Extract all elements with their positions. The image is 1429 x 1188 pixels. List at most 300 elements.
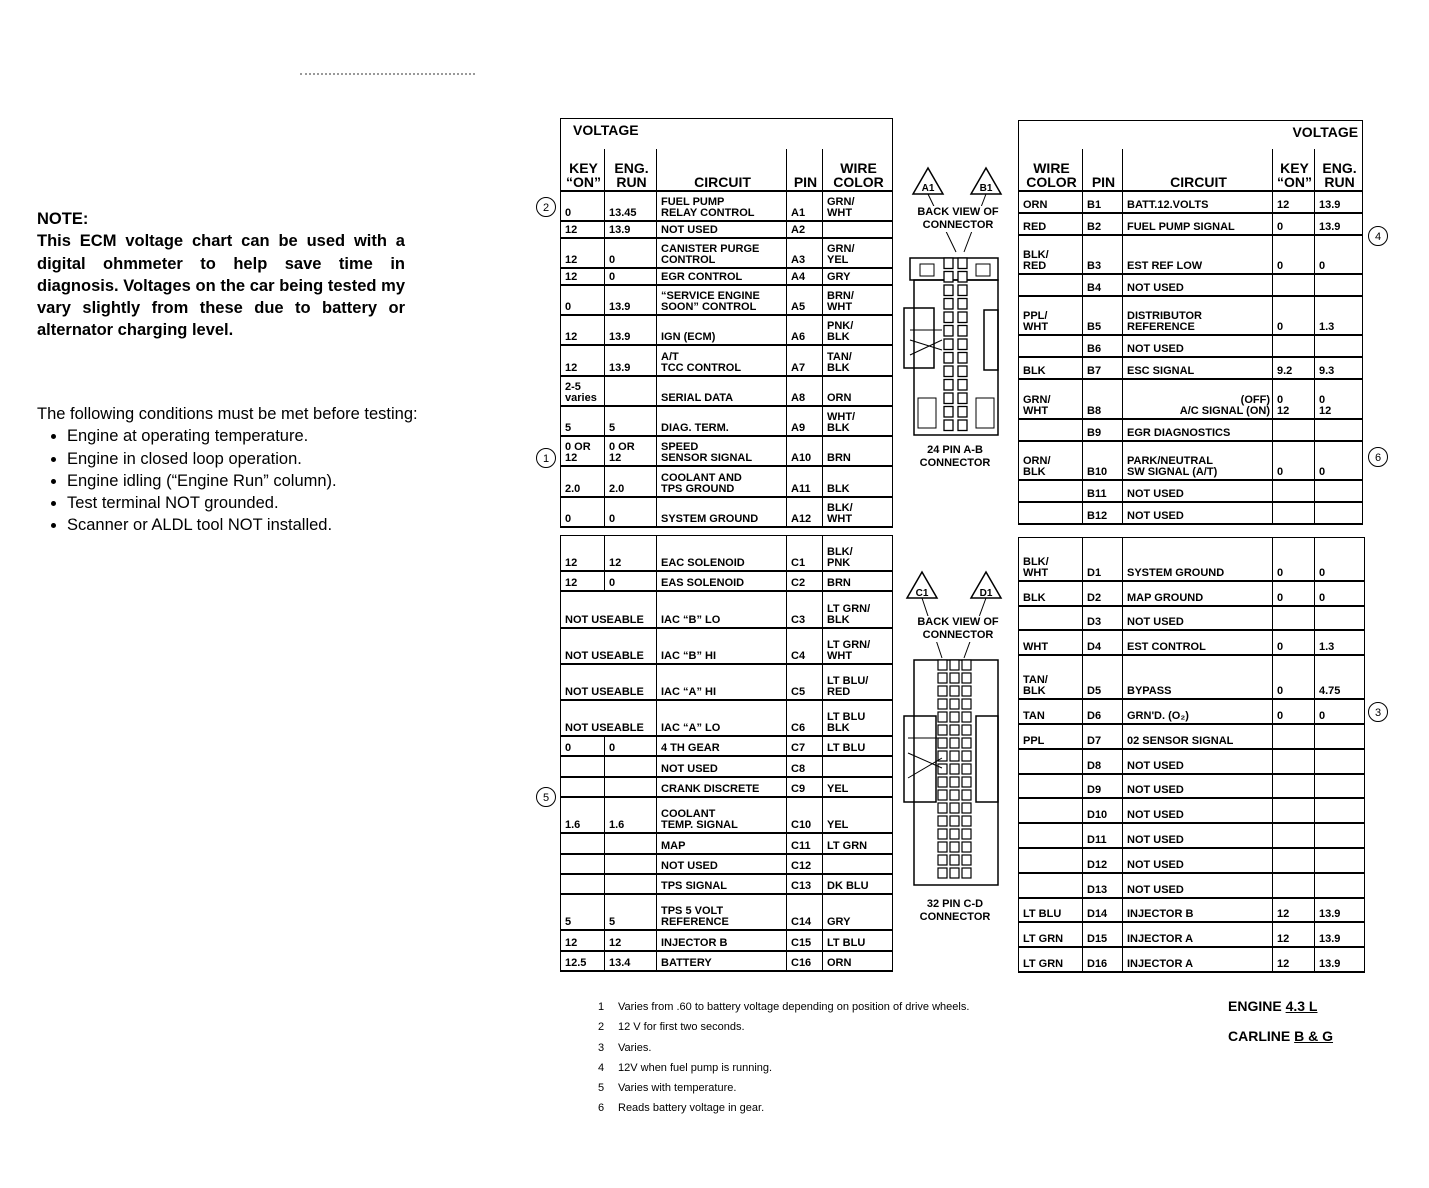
pin-cell: B4	[1083, 274, 1123, 296]
circuit-cell: ESC SIGNAL	[1123, 357, 1273, 379]
key-cell: 12	[561, 930, 605, 950]
run-cell: 13.9	[1315, 947, 1365, 972]
run-cell	[1315, 823, 1365, 848]
run-cell	[605, 854, 657, 874]
run-cell	[605, 756, 657, 776]
key-cell: 12	[561, 571, 605, 591]
connector-pin	[958, 407, 967, 418]
circuit-cell: CRANK DISCRETE	[657, 777, 787, 797]
wire-cell: BLK/ WHT	[1019, 538, 1083, 581]
wire-cell: LT GRN/ WHT	[823, 628, 893, 664]
run-cell: 2.0	[605, 466, 657, 496]
circuit-cell: EGR CONTROL	[657, 268, 787, 285]
connector-pin	[962, 777, 971, 787]
wire-cell	[1019, 823, 1083, 848]
voltage-table-b	[1018, 120, 1363, 525]
wire-cell	[823, 756, 893, 776]
wire-cell: LT BLU	[1019, 898, 1083, 923]
run-cell	[1315, 419, 1363, 441]
wire-cell	[1019, 502, 1083, 524]
connector-pin	[944, 366, 953, 377]
key-on-cell: NOT USEABLE	[561, 700, 657, 736]
key-cell	[1273, 419, 1315, 441]
run-cell: 12	[605, 536, 657, 572]
pin-cell: D13	[1083, 873, 1123, 898]
key-cell	[1273, 774, 1315, 799]
wire-cell: LT BLU	[823, 736, 893, 756]
key-cell	[1273, 606, 1315, 631]
wire-cell: WHT	[1019, 630, 1083, 655]
circuit-cell: NOT USED	[657, 221, 787, 238]
wire-cell: BLK	[823, 466, 893, 496]
wire-cell: PPL	[1019, 724, 1083, 749]
note-block	[37, 208, 405, 342]
connector-pin	[938, 725, 947, 735]
table-row	[1019, 922, 1365, 947]
triangle-icon	[971, 572, 1001, 599]
connector-pin	[958, 285, 967, 296]
key-cell: 0	[1273, 699, 1315, 724]
table-row	[561, 315, 893, 345]
wire-cell	[1019, 274, 1083, 296]
table-row	[561, 571, 893, 591]
run-cell: 0	[1315, 581, 1365, 606]
wire-cell	[1019, 848, 1083, 873]
scan-smudge	[300, 73, 475, 77]
circuit-cell: CANISTER PURGE CONTROL	[657, 238, 787, 268]
triangle-label: D1	[979, 588, 993, 599]
table-body	[1019, 538, 1365, 973]
wire-cell: ORN	[823, 951, 893, 971]
connector-pin	[938, 777, 947, 787]
circuit-cell: NOT USED	[1123, 798, 1273, 823]
pin-cell: A8	[787, 376, 823, 406]
run-cell: 5	[605, 894, 657, 930]
pin-cell: C11	[787, 833, 823, 853]
connector-pin	[944, 339, 953, 350]
connector-ab-label: 24 PIN A-B CONNECTOR	[919, 444, 991, 469]
connector-pin	[938, 764, 947, 774]
run-cell: 1.3	[1315, 630, 1365, 655]
key-cell: 12.5	[561, 951, 605, 971]
circuit-cell: SYSTEM GROUND	[657, 497, 787, 527]
connector-pin	[950, 764, 959, 774]
pin-cell: C5	[787, 664, 823, 700]
key-cell: 12	[561, 345, 605, 375]
connector-pin	[950, 803, 959, 813]
connector-pin	[950, 686, 959, 696]
pin-cell: A3	[787, 238, 823, 268]
wire-cell: LT BLU/ RED	[823, 664, 893, 700]
pin-cell: C13	[787, 874, 823, 894]
connector-pin	[950, 712, 959, 722]
table-row	[1019, 898, 1365, 923]
wire-cell	[1019, 798, 1083, 823]
pin-cell: C1	[787, 536, 823, 572]
key-cell	[1273, 823, 1315, 848]
table-row	[561, 833, 893, 853]
circuit-cell: NOT USED	[1123, 749, 1273, 774]
key-cell: 2.0	[561, 466, 605, 496]
run-cell	[1315, 724, 1365, 749]
run-cell: 13.9	[605, 285, 657, 315]
connector-pin	[944, 299, 953, 310]
pin-cell: C16	[787, 951, 823, 971]
table-row	[561, 777, 893, 797]
table-row	[561, 436, 893, 466]
key-cell	[1273, 480, 1315, 502]
wire-color-header: WIRE COLOR	[1019, 149, 1083, 191]
connector-ab-view-label: BACK VIEW OF CONNECTOR	[908, 206, 1008, 232]
table-row	[1019, 606, 1365, 631]
voltage-table-c	[560, 535, 893, 972]
connector-pin	[962, 751, 971, 761]
connector-pin	[938, 842, 947, 852]
wire-cell	[1019, 749, 1083, 774]
key-cell: 0	[561, 285, 605, 315]
circuit-cell: 02 SENSOR SIGNAL	[1123, 724, 1273, 749]
circuit-cell: IGN (ECM)	[657, 315, 787, 345]
pin-cell: B12	[1083, 502, 1123, 524]
key-cell: 0	[1273, 655, 1315, 699]
run-cell: 1.6	[605, 797, 657, 833]
triangle-label: C1	[915, 588, 929, 599]
key-cell: 0	[561, 191, 605, 221]
wire-cell: BLK	[1019, 581, 1083, 606]
run-cell	[1315, 480, 1363, 502]
circuit-cell: FUEL PUMP RELAY CONTROL	[657, 191, 787, 221]
table-body	[561, 536, 893, 972]
condition-item: • Scanner or ALDL tool NOT installed.	[67, 514, 517, 536]
circuit-cell: INJECTOR B	[657, 930, 787, 950]
pin-cell: A10	[787, 436, 823, 466]
key-cell	[1273, 749, 1315, 774]
run-cell: 13.9	[1315, 922, 1365, 947]
pin-cell: A6	[787, 315, 823, 345]
table-row	[561, 930, 893, 950]
circuit-cell: MAP	[657, 833, 787, 853]
run-cell: 13.9	[1315, 898, 1365, 923]
wire-cell	[823, 221, 893, 238]
wire-cell: LT GRN	[1019, 947, 1083, 972]
run-cell: 0	[1315, 441, 1363, 480]
table-row	[1019, 947, 1365, 972]
circuit-cell: NOT USED	[1123, 873, 1273, 898]
connector-pin	[962, 842, 971, 852]
table-row	[561, 497, 893, 527]
table-row	[561, 191, 893, 221]
circuit-cell: NOT USED	[657, 756, 787, 776]
pin-cell: D5	[1083, 655, 1123, 699]
connector-pin	[958, 393, 967, 404]
key-cell: 0	[1273, 296, 1315, 335]
pin-cell: A1	[787, 191, 823, 221]
key-cell: 2-5 varies	[561, 376, 605, 406]
table-row	[1019, 848, 1365, 873]
table-row	[1019, 379, 1363, 418]
connector-pin	[944, 258, 953, 269]
run-cell: 0	[605, 736, 657, 756]
connector-pin	[958, 312, 967, 323]
connector-pin	[950, 829, 959, 839]
pin-cell: B7	[1083, 357, 1123, 379]
triangle-icon	[907, 572, 937, 599]
table-row	[1019, 749, 1365, 774]
triangle-label: B1	[979, 183, 993, 194]
conditions-list	[37, 425, 517, 536]
connector-pin	[950, 777, 959, 787]
pin-cell: D10	[1083, 798, 1123, 823]
key-cell: 5	[561, 406, 605, 436]
circuit-cell: FUEL PUMP SIGNAL	[1123, 213, 1273, 235]
footnotes	[598, 997, 969, 1119]
table-row	[561, 285, 893, 315]
table-row	[1019, 581, 1365, 606]
condition-item: • Engine idling (“Engine Run” column).	[67, 470, 517, 492]
run-cell: 13.9	[1315, 213, 1363, 235]
table-row	[561, 466, 893, 496]
connector-pin	[938, 686, 947, 696]
connector-pin	[962, 660, 971, 670]
wire-cell: ORN/ BLK	[1019, 441, 1083, 480]
key-on-cell: NOT USEABLE	[561, 591, 657, 627]
note-body: This ECM voltage chart can be used with a digital ohmmeter to help save time in diagnosis. Voltages on the car being tested my vary slightly from these due to battery or alternator charging level.	[37, 232, 405, 340]
circuit-cell: EAS SOLENOID	[657, 571, 787, 591]
condition-item: • Test terminal NOT grounded.	[67, 492, 517, 514]
run-cell	[605, 777, 657, 797]
table-row	[1019, 335, 1363, 357]
pin-cell: B10	[1083, 441, 1123, 480]
pin-cell: D6	[1083, 699, 1123, 724]
table-row	[1019, 441, 1363, 480]
callout-circle: 3	[1368, 702, 1388, 722]
pin-cell: A2	[787, 221, 823, 238]
table-row	[1019, 699, 1365, 724]
footnote: 2 12 V for first two seconds.	[598, 1021, 745, 1034]
key-on-cell: NOT USEABLE	[561, 664, 657, 700]
key-cell	[1273, 798, 1315, 823]
key-cell: 0	[561, 497, 605, 527]
table-row	[561, 345, 893, 375]
table-row	[561, 664, 893, 700]
connector-pin	[950, 868, 959, 878]
carline-value: B & G	[1294, 1028, 1334, 1044]
connector-pin	[950, 751, 959, 761]
circuit-cell: DISTRIBUTOR REFERENCE	[1123, 296, 1273, 335]
wire-cell: BRN	[823, 436, 893, 466]
connector-pin	[958, 339, 967, 350]
circuit-cell: SPEED SENSOR SIGNAL	[657, 436, 787, 466]
key-cell	[561, 756, 605, 776]
pin-cell: D7	[1083, 724, 1123, 749]
pin-header: PIN	[1083, 149, 1123, 191]
callout-circle: 6	[1368, 447, 1388, 467]
circuit-cell: TPS SIGNAL	[657, 874, 787, 894]
wire-cell: TAN	[1019, 699, 1083, 724]
pin-cell: D1	[1083, 538, 1123, 581]
connector-pin	[944, 326, 953, 337]
key-cell	[561, 777, 605, 797]
circuit-cell: DIAG. TERM.	[657, 406, 787, 436]
eng-run-header: ENG. RUN	[605, 149, 657, 191]
key-cell: 9.2	[1273, 357, 1315, 379]
circuit-cell: TPS 5 VOLT REFERENCE	[657, 894, 787, 930]
circuit-cell: EAC SOLENOID	[657, 536, 787, 572]
table-row	[561, 406, 893, 436]
table-row	[1019, 213, 1363, 235]
key-on-header: KEY “ON”	[561, 149, 605, 191]
circuit-cell: A/T TCC CONTROL	[657, 345, 787, 375]
wire-cell: BLK	[1019, 357, 1083, 379]
circuit-cell: COOLANT AND TPS GROUND	[657, 466, 787, 496]
pin-cell: B1	[1083, 191, 1123, 213]
circuit-cell: EGR DIAGNOSTICS	[1123, 419, 1273, 441]
run-cell	[1315, 774, 1365, 799]
pin-cell: C3	[787, 591, 823, 627]
voltage-table-a	[560, 118, 893, 528]
table-row	[561, 700, 893, 736]
wire-cell	[1019, 419, 1083, 441]
run-cell: 12	[605, 930, 657, 950]
pin-cell: A12	[787, 497, 823, 527]
circuit-cell: NOT USED	[1123, 274, 1273, 296]
circuit-cell: NOT USED	[1123, 335, 1273, 357]
wire-cell: BRN	[823, 571, 893, 591]
wire-cell: LT GRN/ BLK	[823, 591, 893, 627]
connector-pin	[958, 326, 967, 337]
key-cell: 0	[1273, 235, 1315, 274]
run-cell: 13.4	[605, 951, 657, 971]
circuit-cell: INJECTOR B	[1123, 898, 1273, 923]
table-row	[561, 268, 893, 285]
circuit-cell: COOLANT TEMP. SIGNAL	[657, 797, 787, 833]
run-cell: 13.45	[605, 191, 657, 221]
connector-pin	[958, 366, 967, 377]
run-cell: 4.75	[1315, 655, 1365, 699]
pin-cell: B11	[1083, 480, 1123, 502]
pin-cell: C15	[787, 930, 823, 950]
key-cell: 0	[1273, 581, 1315, 606]
wire-cell: YEL	[823, 777, 893, 797]
pin-cell: D16	[1083, 947, 1123, 972]
key-cell: 12	[561, 268, 605, 285]
run-cell	[1315, 749, 1365, 774]
callout-circle: 1	[536, 448, 556, 468]
circuit-cell: INJECTOR A	[1123, 922, 1273, 947]
connector-pin	[950, 660, 959, 670]
table-row	[561, 951, 893, 971]
table-row	[561, 756, 893, 776]
table-body	[1019, 191, 1363, 525]
circuit-cell: EST CONTROL	[1123, 630, 1273, 655]
connector-pin	[944, 407, 953, 418]
table-row	[561, 238, 893, 268]
circuit-cell: GRN'D. (O₂)	[1123, 699, 1273, 724]
table-row	[1019, 798, 1365, 823]
key-cell: 12	[561, 221, 605, 238]
wire-cell: BLK/ RED	[1019, 235, 1083, 274]
run-cell: 0	[605, 571, 657, 591]
circuit-cell: NOT USED	[1123, 606, 1273, 631]
connector-pin	[938, 855, 947, 865]
pin-cell: D14	[1083, 898, 1123, 923]
table-row	[561, 536, 893, 572]
key-cell	[1273, 502, 1315, 524]
wire-cell: ORN	[1019, 191, 1083, 213]
wire-cell: RED	[1019, 213, 1083, 235]
connector-pin	[962, 829, 971, 839]
run-cell: 0	[1315, 699, 1365, 724]
table-row	[1019, 480, 1363, 502]
circuit-cell: MAP GROUND	[1123, 581, 1273, 606]
key-cell: 0 OR 12	[561, 436, 605, 466]
pin-cell: B9	[1083, 419, 1123, 441]
pin-cell: D8	[1083, 749, 1123, 774]
connector-pin	[950, 790, 959, 800]
run-cell	[605, 376, 657, 406]
wire-cell: ORN	[823, 376, 893, 406]
table-row	[1019, 873, 1365, 898]
connector-pin	[958, 258, 967, 269]
run-cell: 13.9	[1315, 191, 1363, 213]
table-row	[561, 628, 893, 664]
circuit-cell: NOT USED	[1123, 848, 1273, 873]
circuit-cell: NOT USED	[1123, 774, 1273, 799]
connector-pin	[958, 353, 967, 364]
key-cell	[561, 854, 605, 874]
run-cell: 0	[605, 497, 657, 527]
circuit-cell: INJECTOR A	[1123, 947, 1273, 972]
pin-cell: C2	[787, 571, 823, 591]
connector-pin	[962, 686, 971, 696]
pin-cell: B6	[1083, 335, 1123, 357]
connector-pin	[938, 712, 947, 722]
run-cell: 13.9	[605, 345, 657, 375]
wire-cell: LT GRN	[1019, 922, 1083, 947]
run-cell	[1315, 502, 1363, 524]
key-cell	[1273, 848, 1315, 873]
connector-pin	[962, 725, 971, 735]
callout-circle: 5	[536, 787, 556, 807]
key-cell: 0 12	[1273, 379, 1315, 418]
key-cell: 0	[1273, 441, 1315, 480]
pin-cell: C8	[787, 756, 823, 776]
footnote: 1 Varies from .60 to battery voltage depending on position of drive wheels.	[598, 1001, 970, 1013]
voltage-header: VOLTAGE	[1019, 121, 1363, 149]
pin-cell: C4	[787, 628, 823, 664]
circuit-cell: NOT USED	[1123, 502, 1273, 524]
pin-cell: D12	[1083, 848, 1123, 873]
wire-cell: LT BLU	[823, 930, 893, 950]
connector-pin	[944, 353, 953, 364]
connector-pin	[950, 816, 959, 826]
wire-cell: GRN/ WHT	[823, 191, 893, 221]
note-title: NOTE:	[37, 210, 89, 228]
eng-run-header: ENG. RUN	[1315, 149, 1363, 191]
connector-pin	[944, 420, 953, 431]
run-cell: 0	[1315, 235, 1363, 274]
run-cell: 0	[605, 238, 657, 268]
connector-pin	[938, 803, 947, 813]
connector-pin	[958, 272, 967, 283]
connector-pin	[950, 725, 959, 735]
connector-pin	[950, 699, 959, 709]
conditions-block	[37, 403, 517, 537]
connector-pin	[962, 712, 971, 722]
wire-cell: DK BLU	[823, 874, 893, 894]
run-cell: 9.3	[1315, 357, 1363, 379]
footnote: 3 Varies.	[598, 1041, 652, 1054]
